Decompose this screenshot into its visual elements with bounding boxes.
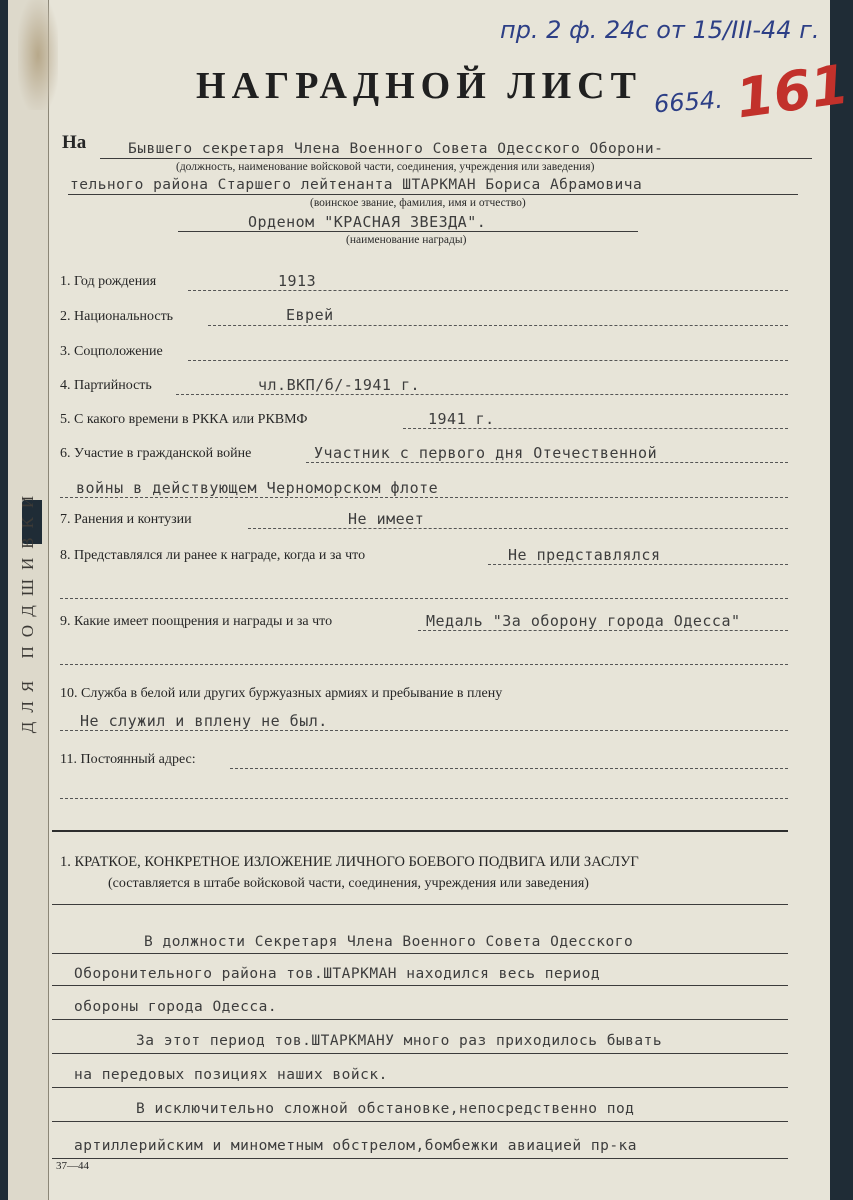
narrative-line: обороны города Одесса.	[74, 999, 278, 1015]
field-rule	[418, 630, 788, 632]
binding-label: ДЛЯ ПОДШИВКИ	[18, 486, 37, 734]
field-value-party: чл.ВКП/б/-1941 г.	[258, 376, 421, 394]
narrative-line: В исключительно сложной обстановке,непосредственно под	[136, 1101, 635, 1117]
field-rule	[488, 564, 788, 566]
narrative-rule	[52, 953, 788, 954]
field-label-birth-year: 1. Год рождения	[60, 274, 157, 289]
field-label-address: 11. Постоянный адрес:	[60, 752, 196, 767]
header-line1-value: Бывшего секретаря Члена Военного Совета Одесского Оборони-	[128, 141, 664, 157]
field-value-wounds: Не имеет	[348, 510, 425, 528]
header-line2-value: тельного района Старшего лейтенанта ШТАРКМАН Бориса Абрамовича	[70, 177, 643, 193]
field-rule	[230, 768, 788, 770]
header-line3-value: Орденом "КРАСНАЯ ЗВЕЗДА".	[248, 213, 487, 231]
narrative-line: Оборонительного района тов.ШТАРКМАН находился весь период	[74, 966, 601, 982]
field-value-nationality: Еврей	[286, 306, 334, 324]
narrative-rule	[52, 1053, 788, 1054]
field-rule	[403, 428, 788, 430]
field-label-civil-war: 6. Участие в гражданской войне	[60, 446, 252, 461]
field-label-nationality: 2. Национальность	[60, 309, 174, 324]
narrative-rule	[52, 985, 788, 986]
narrative-rule	[52, 1019, 788, 1020]
narrative-rule	[52, 1158, 788, 1159]
field-value-honors: Медаль "За оборону города Одесса"	[426, 612, 741, 630]
field-rule	[306, 462, 788, 464]
document-title: НАГРАДНОЙ ЛИСТ	[196, 65, 642, 107]
header-line1-caption: (должность, наименование войсковой части, соединения, учреждения или заведения)	[176, 161, 595, 173]
header-line3-rule	[178, 231, 638, 232]
header-line1-rule	[100, 158, 812, 159]
field-label-party: 4. Партийность	[60, 378, 152, 393]
narrative-rule	[52, 1121, 788, 1122]
field-value-previous-awards: Не представлялся	[508, 546, 661, 564]
handwritten-number: 6654.	[653, 85, 724, 119]
form-code: 37—44	[56, 1160, 89, 1172]
binding-strip	[8, 0, 49, 1200]
field-label-rkka: 5. С какого времени в РККА или РКВМФ	[60, 412, 308, 427]
narrative-line: артиллерийским и минометным обстрелом,бомбежки авиацией пр-ка	[74, 1138, 638, 1154]
field-label-wounds: 7. Ранения и контузии	[60, 512, 192, 527]
field-label-social: 3. Соцположение	[60, 344, 163, 359]
header-line3-caption: (наименование награды)	[346, 234, 467, 246]
na-label: На	[62, 132, 87, 153]
handwritten-order-note: пр. 2 ф. 24с от 15/III-44 г.	[500, 16, 820, 44]
field-label-previous-awards: 8. Представлялся ли ранее к награде, когда и за что	[60, 548, 366, 563]
section-rule	[52, 904, 788, 905]
field-label-white-army: 10. Служба в белой или других буржуазных армиях и пребывание в плену	[60, 686, 503, 701]
field-rule	[208, 325, 788, 327]
narrative-line: За этот период тов.ШТАРКМАНУ много раз приходилось бывать	[136, 1033, 663, 1049]
field-rule	[188, 290, 788, 292]
header-line2-caption: (воинское звание, фамилия, имя и отчество)	[310, 197, 526, 209]
field-value-white-army: Не служил и вплену не был.	[80, 712, 328, 730]
field-rule	[176, 394, 788, 396]
narrative-rule	[52, 1087, 788, 1088]
section-subheading: (составляется в штабе войсковой части, соединения, учреждения или заведения)	[108, 876, 589, 891]
field-value-civil-war-cont: войны в действующем Черноморском флоте	[76, 479, 439, 497]
handwritten-red-mark: 161	[732, 52, 853, 131]
field-label-honors: 9. Какие имеет поощрения и награды и за что	[60, 614, 333, 629]
field-value-birth-year: 1913	[278, 272, 317, 290]
field-rule	[188, 360, 788, 362]
field-value-civil-war: Участник с первого дня Отечественной	[314, 444, 658, 462]
award-sheet-page	[8, 0, 853, 1200]
header-line2-rule	[68, 194, 798, 195]
field-rule	[60, 730, 788, 732]
field-rule	[60, 664, 788, 666]
section-heading: 1. КРАТКОЕ, КОНКРЕТНОЕ ИЗЛОЖЕНИЕ ЛИЧНОГО БОЕВОГО ПОДВИГА ИЛИ ЗАСЛУГ	[60, 854, 639, 870]
field-rule	[60, 798, 788, 800]
field-rule	[60, 497, 788, 499]
field-value-rkka: 1941 г.	[428, 410, 495, 428]
narrative-line: на передовых позициях наших войск.	[74, 1067, 388, 1083]
field-rule	[248, 528, 788, 530]
section-divider	[52, 830, 788, 832]
narrative-line: В должности Секретаря Члена Военного Совета Одесского	[144, 934, 634, 950]
field-rule	[60, 598, 788, 600]
